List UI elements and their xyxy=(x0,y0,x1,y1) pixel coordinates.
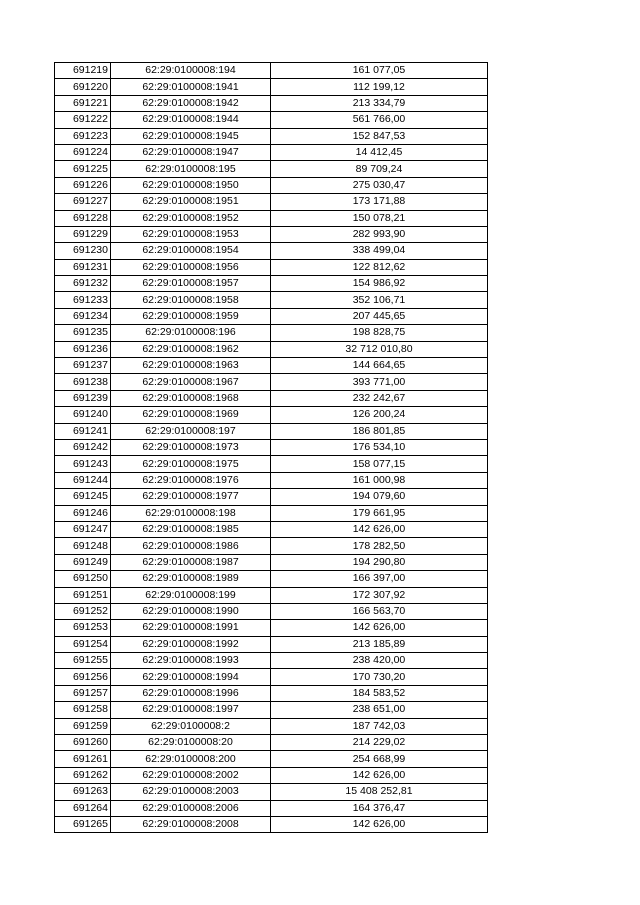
cadastral-number-cell: 62:29:0100008:1987 xyxy=(111,554,271,570)
cadastral-number-cell: 62:29:0100008:1973 xyxy=(111,439,271,455)
cadastral-number-cell: 62:29:0100008:200 xyxy=(111,751,271,767)
cadastral-value-cell: 32 712 010,80 xyxy=(271,341,488,357)
cadastral-number-cell: 62:29:0100008:1975 xyxy=(111,456,271,472)
table-row xyxy=(55,702,488,718)
cadastral-value-cell: 173 171,88 xyxy=(271,194,488,210)
cadastral-value-cell: 166 397,00 xyxy=(271,571,488,587)
cadastral-number-cell: 62:29:0100008:1953 xyxy=(111,226,271,242)
row-number-cell: 691225 xyxy=(55,161,111,177)
cadastral-number-cell: 62:29:0100008:20 xyxy=(111,735,271,751)
table-row xyxy=(55,751,488,767)
row-number-cell: 691229 xyxy=(55,226,111,242)
table-row xyxy=(55,472,488,488)
cadastral-number-cell: 62:29:0100008:2 xyxy=(111,718,271,734)
cadastral-number-cell: 62:29:0100008:2006 xyxy=(111,800,271,816)
cadastral-value-cell: 154 986,92 xyxy=(271,276,488,292)
table-row xyxy=(55,341,488,357)
table-row xyxy=(55,800,488,816)
cadastral-number-cell: 62:29:0100008:1947 xyxy=(111,144,271,160)
row-number-cell: 691224 xyxy=(55,144,111,160)
cadastral-value-cell: 282 993,90 xyxy=(271,226,488,242)
cadastral-value-cell: 161 000,98 xyxy=(271,472,488,488)
row-number-cell: 691255 xyxy=(55,653,111,669)
cadastral-value-cell: 232 242,67 xyxy=(271,390,488,406)
cadastral-value-cell: 142 626,00 xyxy=(271,816,488,832)
table-row xyxy=(55,439,488,455)
table-row xyxy=(55,177,488,193)
table-row xyxy=(55,456,488,472)
table-row xyxy=(55,276,488,292)
row-number-cell: 691243 xyxy=(55,456,111,472)
row-number-cell: 691232 xyxy=(55,276,111,292)
table-row xyxy=(55,669,488,685)
row-number-cell: 691220 xyxy=(55,79,111,95)
row-number-cell: 691235 xyxy=(55,325,111,341)
cadastral-number-cell: 62:29:0100008:1963 xyxy=(111,358,271,374)
row-number-cell: 691241 xyxy=(55,423,111,439)
table-row xyxy=(55,489,488,505)
cadastral-value-cell: 178 282,50 xyxy=(271,538,488,554)
cadastral-number-cell: 62:29:0100008:1994 xyxy=(111,669,271,685)
cadastral-number-cell: 62:29:0100008:198 xyxy=(111,505,271,521)
row-number-cell: 691260 xyxy=(55,735,111,751)
cadastral-number-cell: 62:29:0100008:2002 xyxy=(111,767,271,783)
table-row xyxy=(55,505,488,521)
cadastral-value-cell: 158 077,15 xyxy=(271,456,488,472)
row-number-cell: 691242 xyxy=(55,439,111,455)
cadastral-value-cell: 112 199,12 xyxy=(271,79,488,95)
table-row xyxy=(55,423,488,439)
row-number-cell: 691253 xyxy=(55,620,111,636)
table-row xyxy=(55,112,488,128)
cadastral-number-cell: 62:29:0100008:1991 xyxy=(111,620,271,636)
cadastral-number-cell: 62:29:0100008:1959 xyxy=(111,308,271,324)
cadastral-value-cell: 161 077,05 xyxy=(271,63,488,79)
table-row xyxy=(55,325,488,341)
row-number-cell: 691233 xyxy=(55,292,111,308)
cadastral-value-cell: 393 771,00 xyxy=(271,374,488,390)
row-number-cell: 691231 xyxy=(55,259,111,275)
table-row xyxy=(55,784,488,800)
cadastral-number-cell: 62:29:0100008:197 xyxy=(111,423,271,439)
table-row xyxy=(55,95,488,111)
cadastral-value-cell: 170 730,20 xyxy=(271,669,488,685)
cadastral-number-cell: 62:29:0100008:1942 xyxy=(111,95,271,111)
cadastral-number-cell: 62:29:0100008:1956 xyxy=(111,259,271,275)
row-number-cell: 691227 xyxy=(55,194,111,210)
cadastral-value-cell: 352 106,71 xyxy=(271,292,488,308)
table-row xyxy=(55,144,488,160)
row-number-cell: 691257 xyxy=(55,685,111,701)
cadastral-number-cell: 62:29:0100008:1952 xyxy=(111,210,271,226)
cadastral-number-cell: 62:29:0100008:1992 xyxy=(111,636,271,652)
cadastral-value-cell: 166 563,70 xyxy=(271,603,488,619)
row-number-cell: 691236 xyxy=(55,341,111,357)
table-row xyxy=(55,735,488,751)
table-body xyxy=(55,63,488,833)
table-row xyxy=(55,587,488,603)
table-row xyxy=(55,521,488,537)
cadastral-number-cell: 62:29:0100008:1993 xyxy=(111,653,271,669)
cadastral-value-cell: 164 376,47 xyxy=(271,800,488,816)
cadastral-value-cell: 126 200,24 xyxy=(271,407,488,423)
cadastral-number-cell: 62:29:0100008:2003 xyxy=(111,784,271,800)
table-row xyxy=(55,226,488,242)
cadastral-number-cell: 62:29:0100008:1977 xyxy=(111,489,271,505)
cadastral-value-cell: 194 079,60 xyxy=(271,489,488,505)
cadastral-number-cell: 62:29:0100008:1967 xyxy=(111,374,271,390)
table-row xyxy=(55,603,488,619)
cadastral-number-cell: 62:29:0100008:1985 xyxy=(111,521,271,537)
cadastral-number-cell: 62:29:0100008:1990 xyxy=(111,603,271,619)
cadastral-value-cell: 254 668,99 xyxy=(271,751,488,767)
row-number-cell: 691234 xyxy=(55,308,111,324)
row-number-cell: 691263 xyxy=(55,784,111,800)
cadastral-value-cell: 213 334,79 xyxy=(271,95,488,111)
table-row xyxy=(55,243,488,259)
cadastral-number-cell: 62:29:0100008:1976 xyxy=(111,472,271,488)
table-row xyxy=(55,79,488,95)
table-row xyxy=(55,718,488,734)
row-number-cell: 691254 xyxy=(55,636,111,652)
cadastral-number-cell: 62:29:0100008:1951 xyxy=(111,194,271,210)
table-row xyxy=(55,358,488,374)
table-row xyxy=(55,685,488,701)
cadastral-number-cell: 62:29:0100008:196 xyxy=(111,325,271,341)
cadastral-value-cell: 213 185,89 xyxy=(271,636,488,652)
cadastral-number-cell: 62:29:0100008:194 xyxy=(111,63,271,79)
table-row xyxy=(55,653,488,669)
cadastral-number-cell: 62:29:0100008:1957 xyxy=(111,276,271,292)
cadastral-value-cell: 142 626,00 xyxy=(271,521,488,537)
cadastral-number-cell: 62:29:0100008:1968 xyxy=(111,390,271,406)
row-number-cell: 691226 xyxy=(55,177,111,193)
cadastral-value-cell: 142 626,00 xyxy=(271,767,488,783)
cadastral-value-cell: 238 420,00 xyxy=(271,653,488,669)
table-row xyxy=(55,128,488,144)
cadastral-value-cell: 194 290,80 xyxy=(271,554,488,570)
cadastral-value-cell: 214 229,02 xyxy=(271,735,488,751)
row-number-cell: 691261 xyxy=(55,751,111,767)
cadastral-value-cell: 152 847,53 xyxy=(271,128,488,144)
cadastral-number-cell: 62:29:0100008:1997 xyxy=(111,702,271,718)
cadastral-number-cell: 62:29:0100008:1950 xyxy=(111,177,271,193)
row-number-cell: 691247 xyxy=(55,521,111,537)
row-number-cell: 691228 xyxy=(55,210,111,226)
row-number-cell: 691222 xyxy=(55,112,111,128)
cadastral-number-cell: 62:29:0100008:1986 xyxy=(111,538,271,554)
table-row xyxy=(55,308,488,324)
cadastral-value-cell: 150 078,21 xyxy=(271,210,488,226)
row-number-cell: 691250 xyxy=(55,571,111,587)
cadastral-number-cell: 62:29:0100008:199 xyxy=(111,587,271,603)
cadastral-value-cell: 207 445,65 xyxy=(271,308,488,324)
row-number-cell: 691240 xyxy=(55,407,111,423)
table-row xyxy=(55,554,488,570)
row-number-cell: 691248 xyxy=(55,538,111,554)
cadastral-value-cell: 338 499,04 xyxy=(271,243,488,259)
table-row xyxy=(55,259,488,275)
table-row xyxy=(55,161,488,177)
cadastral-number-cell: 62:29:0100008:1958 xyxy=(111,292,271,308)
table-row xyxy=(55,620,488,636)
cadastral-number-cell: 62:29:0100008:1996 xyxy=(111,685,271,701)
row-number-cell: 691245 xyxy=(55,489,111,505)
cadastral-value-cell: 186 801,85 xyxy=(271,423,488,439)
cadastral-value-cell: 15 408 252,81 xyxy=(271,784,488,800)
table-row xyxy=(55,636,488,652)
row-number-cell: 691237 xyxy=(55,358,111,374)
cadastral-number-cell: 62:29:0100008:195 xyxy=(111,161,271,177)
table-row xyxy=(55,407,488,423)
row-number-cell: 691239 xyxy=(55,390,111,406)
cadastral-number-cell: 62:29:0100008:1945 xyxy=(111,128,271,144)
cadastral-value-cell: 176 534,10 xyxy=(271,439,488,455)
cadastral-value-cell: 89 709,24 xyxy=(271,161,488,177)
cadastral-value-cell: 275 030,47 xyxy=(271,177,488,193)
cadastral-value-cell: 187 742,03 xyxy=(271,718,488,734)
cadastral-value-cell: 561 766,00 xyxy=(271,112,488,128)
cadastral-number-cell: 62:29:0100008:1962 xyxy=(111,341,271,357)
cadastral-value-cell: 184 583,52 xyxy=(271,685,488,701)
table-row xyxy=(55,374,488,390)
cadastral-number-cell: 62:29:0100008:1969 xyxy=(111,407,271,423)
table-row xyxy=(55,63,488,79)
cadastral-value-cell: 142 626,00 xyxy=(271,620,488,636)
table-row xyxy=(55,767,488,783)
row-number-cell: 691259 xyxy=(55,718,111,734)
table-row xyxy=(55,571,488,587)
cadastral-value-table xyxy=(54,62,488,833)
cadastral-value-cell: 238 651,00 xyxy=(271,702,488,718)
row-number-cell: 691251 xyxy=(55,587,111,603)
row-number-cell: 691238 xyxy=(55,374,111,390)
row-number-cell: 691262 xyxy=(55,767,111,783)
cadastral-value-cell: 122 812,62 xyxy=(271,259,488,275)
row-number-cell: 691246 xyxy=(55,505,111,521)
table-row xyxy=(55,292,488,308)
document-page xyxy=(54,62,488,833)
row-number-cell: 691252 xyxy=(55,603,111,619)
table-row xyxy=(55,194,488,210)
row-number-cell: 691230 xyxy=(55,243,111,259)
row-number-cell: 691265 xyxy=(55,816,111,832)
table-row xyxy=(55,390,488,406)
cadastral-value-cell: 14 412,45 xyxy=(271,144,488,160)
cadastral-number-cell: 62:29:0100008:1954 xyxy=(111,243,271,259)
cadastral-value-cell: 198 828,75 xyxy=(271,325,488,341)
cadastral-value-cell: 144 664,65 xyxy=(271,358,488,374)
row-number-cell: 691244 xyxy=(55,472,111,488)
row-number-cell: 691249 xyxy=(55,554,111,570)
cadastral-number-cell: 62:29:0100008:1944 xyxy=(111,112,271,128)
table-row xyxy=(55,210,488,226)
row-number-cell: 691223 xyxy=(55,128,111,144)
cadastral-value-cell: 179 661,95 xyxy=(271,505,488,521)
row-number-cell: 691219 xyxy=(55,63,111,79)
row-number-cell: 691256 xyxy=(55,669,111,685)
cadastral-value-cell: 172 307,92 xyxy=(271,587,488,603)
cadastral-number-cell: 62:29:0100008:1989 xyxy=(111,571,271,587)
table-row xyxy=(55,816,488,832)
row-number-cell: 691221 xyxy=(55,95,111,111)
row-number-cell: 691264 xyxy=(55,800,111,816)
cadastral-number-cell: 62:29:0100008:1941 xyxy=(111,79,271,95)
table-row xyxy=(55,538,488,554)
cadastral-number-cell: 62:29:0100008:2008 xyxy=(111,816,271,832)
row-number-cell: 691258 xyxy=(55,702,111,718)
